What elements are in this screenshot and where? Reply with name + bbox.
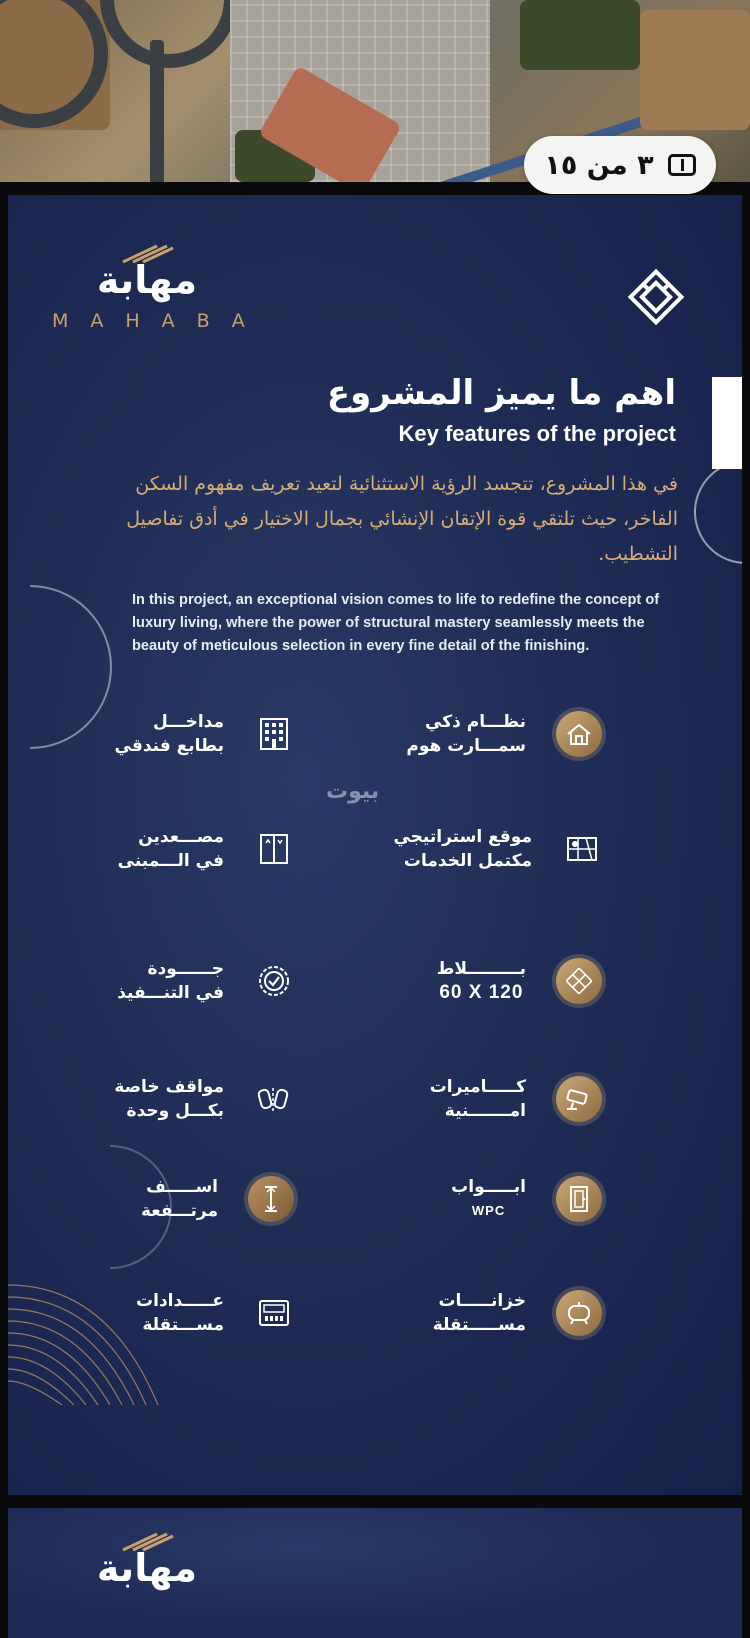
smart-home-icon xyxy=(556,711,602,757)
feature-line2: مرتـــفعة xyxy=(140,1201,218,1221)
brand-name-arabic: مهابة xyxy=(96,1546,198,1590)
feature-cameras xyxy=(430,1075,602,1123)
feature-tiles xyxy=(437,957,602,1005)
door-icon xyxy=(556,1176,602,1222)
feature-line2: مكتمل الخدمات xyxy=(403,851,532,871)
car-icon xyxy=(254,1079,294,1119)
feature-line2: في التنـــفيذ xyxy=(117,983,224,1003)
road-straight xyxy=(150,40,164,182)
feature-line2: بطابع فندقي xyxy=(114,736,224,756)
building-icon xyxy=(254,714,294,754)
description-english: In this project, an exceptional vision comes to life to redefine the concept of luxury living, where the power of structural mastery seamlessly meets the beauty of meticulous selection in every fine detail of the finishing. xyxy=(132,592,660,654)
camera-icon xyxy=(556,1076,602,1122)
feature-line2: سمـــارت هوم xyxy=(406,736,526,756)
feature-line1: مصـــعدين xyxy=(138,827,224,847)
watermark: بيوت xyxy=(326,779,380,804)
feature-doors xyxy=(451,1175,602,1223)
feature-tanks xyxy=(433,1289,602,1337)
feature-line2: بكـــل وحدة xyxy=(126,1101,224,1121)
feature-line2: مســـتقلة xyxy=(142,1315,224,1335)
brochure-slide xyxy=(8,195,742,1495)
feature-entrances xyxy=(115,710,294,758)
quality-badge-icon xyxy=(254,961,294,1001)
feature-line1: موقع استراتيجي xyxy=(393,827,532,847)
feature-line1: نظـــام ذكي xyxy=(425,712,526,732)
brand-logo xyxy=(42,1528,252,1588)
feature-ceiling xyxy=(141,1175,294,1223)
feature-line1: ابـــــواب xyxy=(451,1177,526,1197)
decor-arc xyxy=(8,585,112,749)
ceiling-height-icon xyxy=(248,1176,294,1222)
roundabout-1 xyxy=(100,0,238,68)
feature-location xyxy=(393,825,602,873)
garden-patch-2 xyxy=(520,0,640,70)
gallery-icon xyxy=(668,154,696,176)
brand-name-english: MAHABA xyxy=(52,310,267,332)
description-arabic: في هذا المشروع، تتجسد الرؤية الاستثنائية لتعيد تعريف مفهوم السكن الفاخر، حيث تلتقي قوة الإتقان الإنشائي بجمال الاختيار في أدق تفاصيل التشطيب. xyxy=(126,473,678,565)
elevator-icon xyxy=(254,829,294,869)
section-title-english: Key features of the project xyxy=(398,421,676,446)
feature-line1: خزانـــــات xyxy=(438,1291,526,1311)
feature-line2: مســـــتقلة xyxy=(432,1315,526,1335)
counter-text: ٣ من ١٥ xyxy=(544,149,654,181)
water-tank-icon xyxy=(556,1290,602,1336)
feature-smart-home xyxy=(406,710,602,758)
feature-line2: امـــــــنية xyxy=(444,1101,526,1121)
shade-canopy-area xyxy=(640,10,750,130)
tiles-icon xyxy=(556,958,602,1004)
meter-icon xyxy=(254,1293,294,1333)
feature-line2: في الـــمبنى xyxy=(117,851,224,871)
feature-line1: اســـــف xyxy=(146,1177,218,1197)
feature-line1: عـــــدادات xyxy=(136,1291,224,1311)
feature-line2: 60 X 120 xyxy=(439,982,524,1003)
feature-line2: WPC xyxy=(471,1203,506,1218)
feature-parking xyxy=(114,1075,294,1123)
feature-line1: مداخـــل xyxy=(152,712,224,732)
feature-line1: مواقف خاصة xyxy=(114,1077,224,1097)
map-icon xyxy=(562,829,602,869)
decor-arc xyxy=(694,460,742,564)
image-counter[interactable] xyxy=(524,136,716,194)
brand-name-arabic: مهابة xyxy=(96,258,198,302)
feature-line1: جــــــودة xyxy=(147,959,224,979)
accent-bar xyxy=(712,377,742,469)
feature-line1: بـــــــــلاط xyxy=(436,959,526,979)
feature-quality xyxy=(117,957,294,1005)
feature-elevators xyxy=(118,825,294,873)
feature-line1: كـــــاميرات xyxy=(429,1077,526,1097)
brand-logo xyxy=(42,240,267,332)
developer-logo xyxy=(624,265,688,329)
next-brochure-slide xyxy=(8,1508,742,1638)
section-title-arabic: اهم ما يميز المشروع xyxy=(326,373,676,413)
decor-waves xyxy=(8,1265,178,1405)
